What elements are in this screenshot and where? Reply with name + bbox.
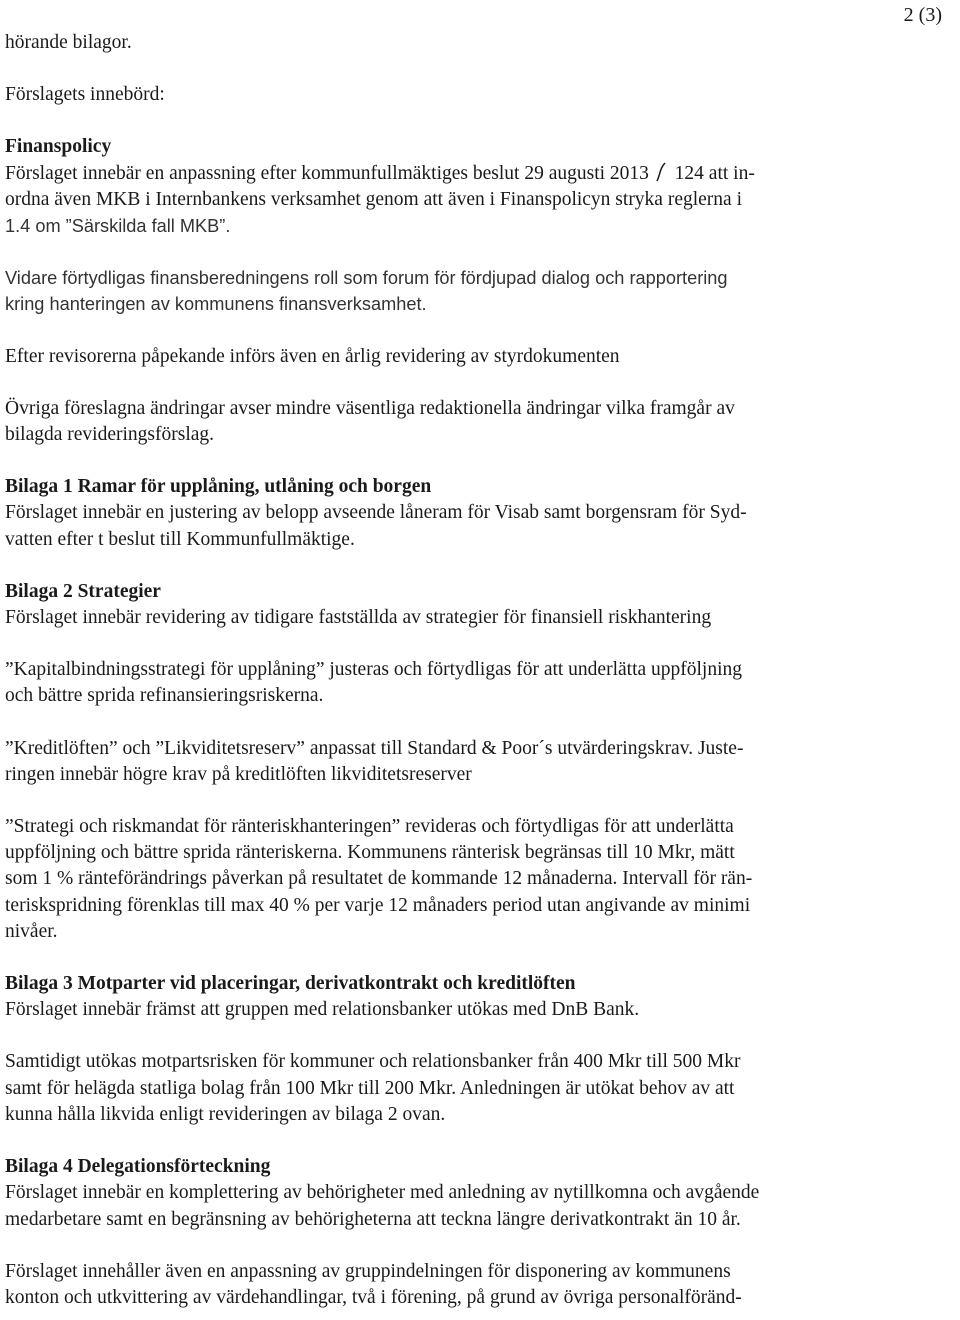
- bilaga-4-line-1: Förslaget innebär en komplettering av behörigheter med anledning av nytillkomna och avgående: [5, 1182, 760, 1204]
- strategi-line-3: som 1 % ränteförändrings påverkan på resultatet de kommande 12 månaderna. Intervall för rän-: [5, 868, 753, 890]
- heading-bilaga-2: Bilaga 2 Strategier: [5, 580, 161, 602]
- finanspolicy-line-1: [5, 161, 950, 187]
- kreditloften-line-1: ”Kreditlöften” och ”Likviditetsreserv” anpassat till Standard & Poor´s utvärderingskrav. Juste-: [5, 737, 744, 759]
- samtidigt-line-3: kunna hålla likvida enligt revideringen av bilaga 2 ovan.: [5, 1103, 446, 1125]
- bilaga-1-line-2: vatten efter t beslut till Kommunfullmäktige.: [5, 528, 355, 550]
- ovriga-line-2: bilagda revideringsförslag.: [5, 424, 215, 446]
- section-ovriga: [5, 396, 950, 448]
- section-innehaller: [5, 1259, 950, 1311]
- samtidigt-line-2: samt för helägda statliga bolag från 100 Mkr till 200 Mkr. Anledningen är utökat behov av att: [5, 1077, 735, 1099]
- section-bilaga-1: [5, 474, 950, 553]
- section-bilaga-4: [5, 1154, 950, 1233]
- bilaga-4-line-2: medarbetare samt en begränsning av behörigheterna att teckna längre derivatkontrakt än 10 år.: [5, 1208, 741, 1230]
- document-body: [5, 30, 950, 1311]
- innehaller-line-2: konton och utkvittering av värdehandlingar, två i förening, på grund av övriga personalföränd-: [5, 1286, 742, 1308]
- heading-finanspolicy: Finanspolicy: [5, 136, 112, 158]
- section-bilaga-2: [5, 579, 950, 631]
- kapitalbindning-line-2: och bättre sprida refinansieringsriskerna.: [5, 685, 324, 707]
- section-bilaga-3: [5, 971, 950, 1023]
- kreditloften-line-2: ringen innebär högre krav på kreditlöften likviditetsreserver: [5, 763, 472, 785]
- paragraph-innebord: Förslagets innebörd:: [5, 84, 165, 106]
- section-kapitalbindning: [5, 657, 950, 709]
- vidare-line-2: kring hanteringen av kommunens finansverksamhet.: [5, 294, 427, 315]
- heading-bilaga-3: Bilaga 3 Motparter vid placeringar, derivatkontrakt och kreditlöften: [5, 973, 576, 995]
- paragraph-continued: hörande bilagor.: [5, 32, 132, 53]
- samtidigt-line-1: Samtidigt utökas motpartsrisken för kommuner och relationsbanker från 400 Mkr till 500 Mkr: [5, 1051, 741, 1073]
- vidare-line-1: Vidare förtydligas finansberedningens roll som forum för fördjupad dialog och rapportering: [5, 268, 728, 289]
- strategi-line-1: ”Strategi och riskmandat för ränteriskhanteringen” revideras och förtydligas för att underlätta: [5, 816, 734, 838]
- section-sign-icon: [654, 162, 670, 182]
- heading-bilaga-4: Bilaga 4 Delegationsförteckning: [5, 1156, 271, 1178]
- section-strategi: [5, 814, 950, 945]
- finanspolicy-line-2: ordna även MKB i Internbankens verksamhet genom att även i Finanspolicyn stryka reglerna i: [5, 188, 743, 210]
- section-samtidigt: [5, 1049, 950, 1128]
- finanspolicy-line-3: 1.4 om ”Särskilda fall MKB”.: [5, 216, 231, 237]
- bilaga-1-line-1: Förslaget innebär en justering av belopp avseende låneram för Visab samt borgensram för Syd-: [5, 502, 747, 524]
- heading-bilaga-1: Bilaga 1 Ramar för upplåning, utlåning och borgen: [5, 476, 432, 498]
- ovriga-line-1: Övriga föreslagna ändringar avser mindre väsentliga redaktionella ändringar vilka framgår av: [5, 397, 735, 419]
- section-finanspolicy: [5, 134, 950, 239]
- strategi-line-5: nivåer.: [5, 920, 58, 942]
- paragraph-efter: Efter revisorerna påpekande införs även en årlig revidering av styrdokumenten: [5, 345, 620, 367]
- strategi-line-4: teriskspridning förenklas till max 40 % per varje 12 månaders period utan angivande av minimi: [5, 894, 751, 916]
- finanspolicy-line-1a: Förslaget innebär en anpassning efter kommunfullmäktiges beslut 29 augusti 2013: [5, 162, 649, 184]
- page-number: 2 (3): [903, 4, 942, 26]
- section-kreditloften: [5, 736, 950, 788]
- finanspolicy-line-1b: 124 att in-: [674, 162, 755, 184]
- bilaga-3-line-1: Förslaget innebär främst att gruppen med relationsbanker utökas med DnB Bank.: [5, 999, 640, 1021]
- bilaga-2-line-1: Förslaget innebär revidering av tidigare fastställda av strategier för finansiell riskhantering: [5, 607, 712, 629]
- kapitalbindning-line-1: ”Kapitalbindningsstrategi för upplåning” justeras och förtydligas för att underlätta uppföljning: [5, 659, 743, 681]
- section-vidare: [5, 265, 950, 317]
- innehaller-line-1: Förslaget innehåller även en anpassning av gruppindelningen för disponering av kommunens: [5, 1260, 731, 1282]
- strategi-line-2: uppföljning och bättre sprida ränteriskerna. Kommunens ränterisk begränsas till 10 Mkr, mätt: [5, 842, 735, 864]
